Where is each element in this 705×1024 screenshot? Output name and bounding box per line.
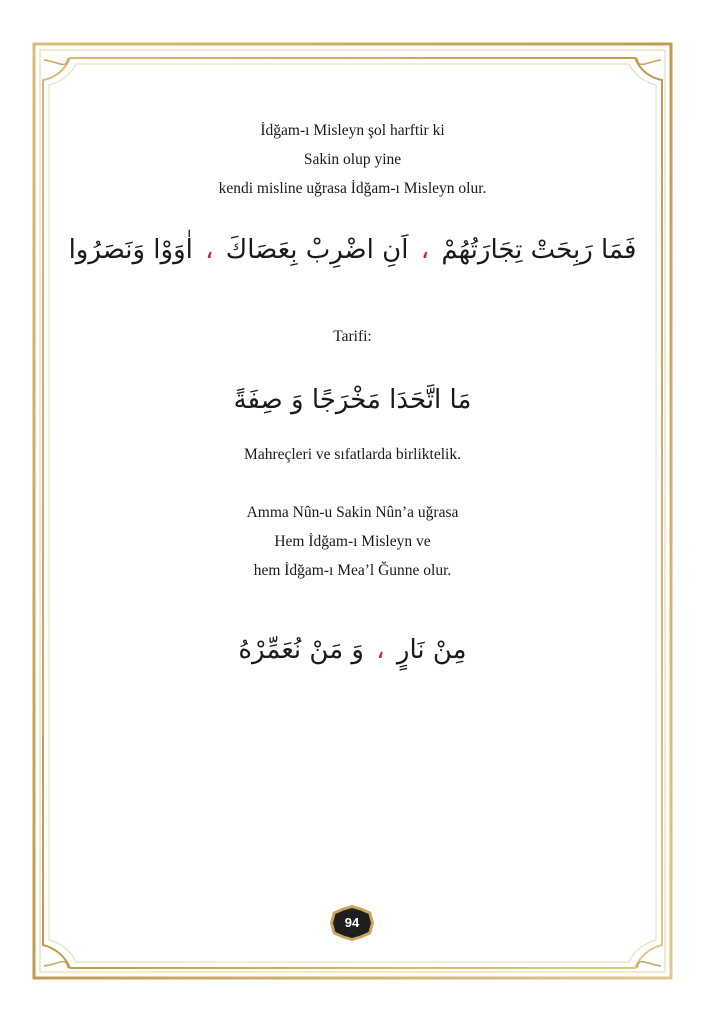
- text-line: Mahreçleri ve sıfatlarda birliktelik.: [244, 446, 461, 463]
- text-line: Sakin olup yine: [303, 151, 402, 168]
- section-nun-sakin: [60, 498, 645, 585]
- arabic-phrase: اٰوَوْا وَنَصَرُوا: [68, 235, 193, 265]
- arabic-phrase: مَا اتَّحَدَا مَخْرَجًا وَ صِفَةً: [233, 385, 472, 415]
- definition-meaning: [60, 440, 645, 469]
- arabic-definition: [60, 380, 645, 420]
- arabic-phrase: اَنِ اضْرِبْ بِعَصَاكَ: [225, 235, 409, 265]
- arabic-phrase: وَ مَنْ نُعَمِّرْهُ: [238, 635, 364, 665]
- arabic-separator: ،: [376, 635, 385, 665]
- text-line: İdğam-ı Misleyn şol harftir ki: [260, 122, 445, 139]
- arabic-separator: ،: [420, 235, 430, 265]
- tarifi-section: [60, 322, 645, 351]
- text-line: kendi misline uğrasa İdğam-ı Misleyn olur.: [218, 180, 487, 197]
- text-line: Amma Nûn-u Sakin Nûn’a uğrasa: [246, 504, 459, 521]
- section-idgam-misleyn: [60, 116, 645, 203]
- arabic-example-2: [60, 630, 645, 670]
- text-line: hem İdğam-ı Mea’l Ğunne olur.: [253, 562, 452, 579]
- page-number: 94: [344, 915, 360, 930]
- arabic-example-1: [60, 230, 645, 270]
- tarifi-label: Tarifi:: [333, 328, 372, 345]
- arabic-phrase: مِنْ نَارٍ: [396, 635, 467, 665]
- text-line: Hem İdğam-ı Misleyn ve: [274, 533, 431, 550]
- arabic-separator: ،: [205, 235, 214, 265]
- arabic-phrase: فَمَا رَبِحَتْ تِجَارَتُهُمْ: [441, 235, 637, 265]
